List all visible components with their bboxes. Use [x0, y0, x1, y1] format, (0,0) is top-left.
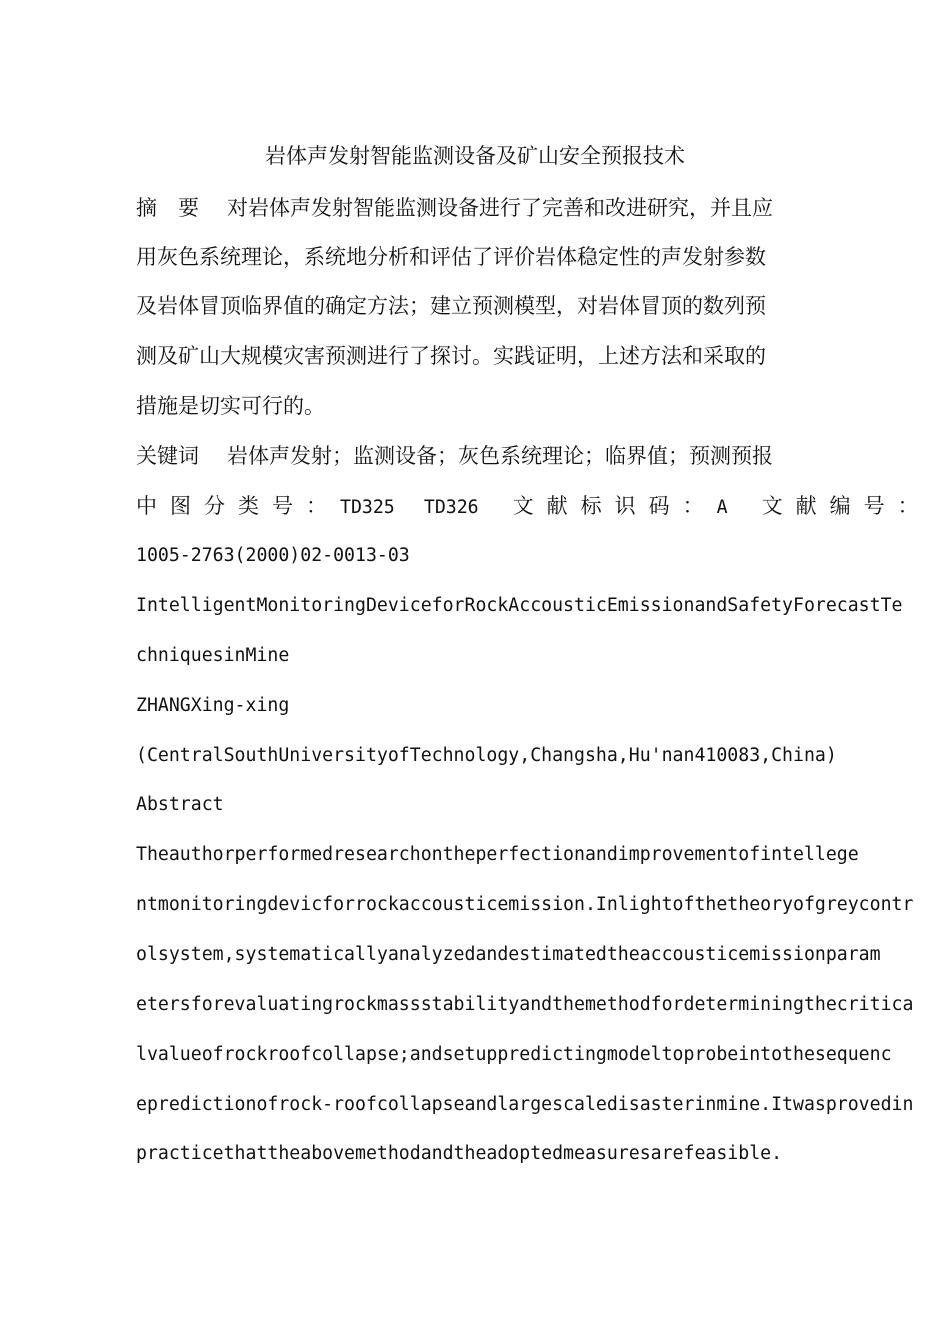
keywords-line: [136, 443, 773, 469]
english-abstract-line: ntmonitoringdevicforrockaccousticemission.Inlightofthetheoryofgreycontr: [136, 894, 914, 915]
abstract-cn-line: 措施是切实可行的。: [136, 394, 325, 418]
english-author: ZHANGXing-xing: [136, 695, 290, 716]
doc-code-value: A: [716, 497, 728, 518]
article-no-value: 1005-2763(2000)02-0013-03: [136, 545, 410, 566]
english-abstract-line: practicethattheabovemethodandtheadoptedmeasuresarefeasible.: [136, 1143, 783, 1164]
doc-code-label: 文献标识码：: [512, 494, 717, 518]
abstract-cn-first-line: [136, 195, 773, 221]
abstract-cn-line: 用灰色系统理论，系统地分析和评估了评价岩体稳定性的声发射参数: [136, 245, 766, 269]
english-abstract-line: olsystem,systematicallyanalyzedandestimatedtheaccousticemissionparam: [136, 944, 881, 965]
english-title-line: IntelligentMonitoringDeviceforRockAccousticEmissionandSafetyForecastTe: [136, 595, 903, 616]
english-abstract-line: lvalueofrockroofcollapse;andsetuppredictingmodeltoprobeintothesequenc: [136, 1044, 892, 1065]
english-affiliation: (CentralSouthUniversityofTechnology,Changsha,Hu'nan410083,China): [136, 745, 837, 766]
abstract-cn-label: 摘 要: [136, 196, 199, 220]
keywords-label: 关键词: [136, 444, 199, 468]
abstract-cn-line: 对岩体声发射智能监测设备进行了完善和改进研究，并且应: [227, 196, 773, 220]
english-abstract-line: epredictionofrock-roofcollapseandlargescaledisasterinmine.Itwasprovedin: [136, 1094, 914, 1115]
abstract-cn-line: 及岩体冒顶临界值的确定方法；建立预测模型，对岩体冒顶的数列预: [136, 294, 766, 318]
document-title: 岩体声发射智能监测设备及矿山安全预报技术: [265, 144, 685, 168]
english-abstract-label: Abstract: [136, 794, 224, 815]
english-abstract-line: Theauthorperformedresearchontheperfectionandimprovementofintellege: [136, 844, 859, 865]
clc-label: 中图分类号：: [136, 494, 340, 518]
english-abstract-line: etersforevaluatingrockmassstabilityandthemethodfordeterminingthecritica: [136, 994, 914, 1015]
abstract-cn-line: 测及矿山大规模灾害预测进行了探讨。实践证明，上述方法和采取的: [136, 344, 766, 368]
keywords-text: 岩体声发射；监测设备；灰色系统理论；临界值；预测预报: [227, 444, 773, 468]
article-no-label: 文献编号：: [761, 494, 932, 518]
english-title-line: chniquesinMine: [136, 645, 290, 666]
classification-line: [136, 493, 932, 521]
clc-value: TD325 TD326: [340, 497, 479, 518]
